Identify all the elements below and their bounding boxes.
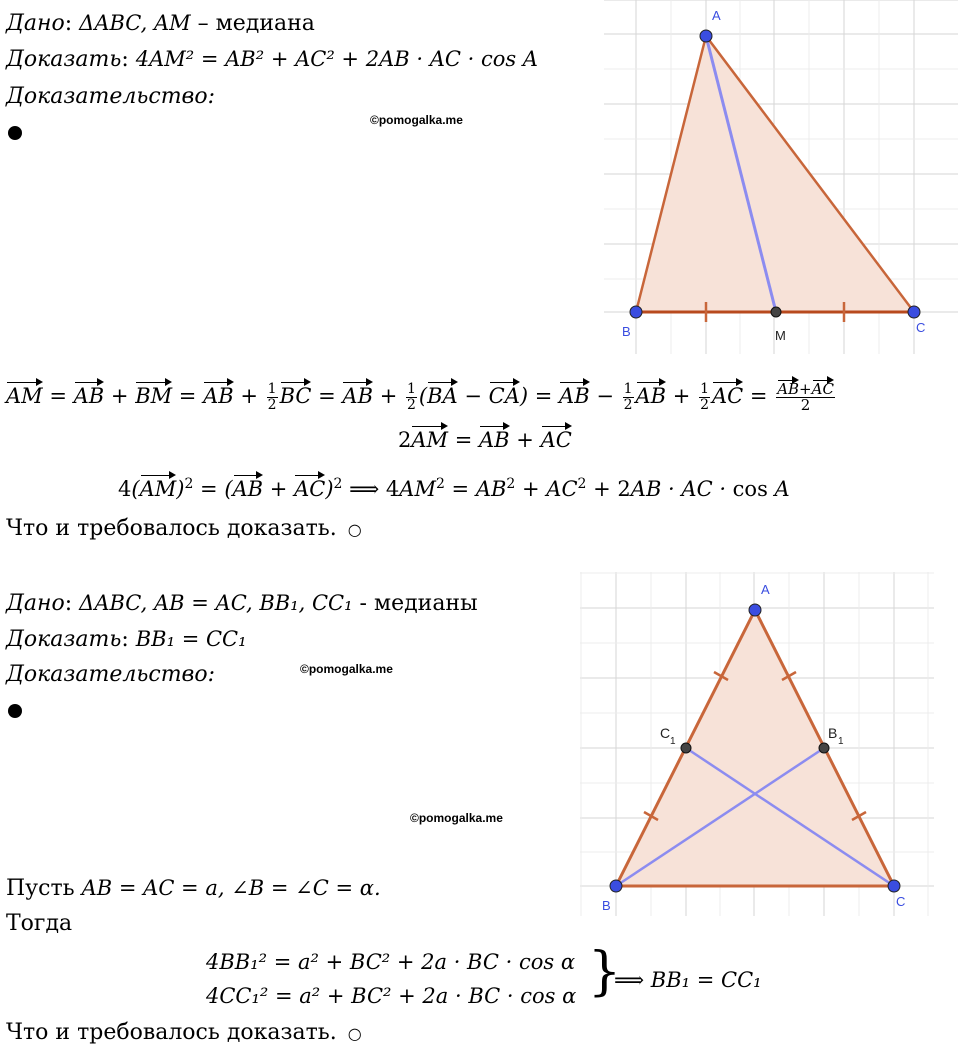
p1-given-text: – медиана [197, 11, 315, 36]
p2-figure [580, 572, 934, 916]
p1-label-a: A [712, 8, 721, 23]
p1-figure [604, 0, 958, 354]
p2-label-c: C [896, 894, 906, 909]
p2-system-eq-1: 4BB₁² = a² + BC² + 2a · BC · cos α [206, 950, 576, 974]
p2-conclusion-text: Что и требовалось доказать. [6, 1020, 337, 1045]
p1-conclusion-text: Что и требовалось доказать. [6, 516, 337, 541]
p2-end-mark: ○ [347, 1024, 362, 1043]
p2-watermark-2: ©pomogalka.me [410, 811, 503, 825]
p2-vertex-c [888, 880, 900, 892]
p1-prove-label: Доказать [6, 47, 122, 72]
p2-proof-label: Доказательство [6, 662, 208, 687]
p1-equation-3: 4(AM)$^2$ = (AB + AC)$^2$ ⟹ $4AM^2 = AB^2 + AC^2 + 2AB$ · AC · cos A [118, 476, 790, 501]
p2-then-line [6, 911, 72, 937]
p2-watermark-1: ©pomogalka.me [300, 662, 393, 676]
p2-let-line [6, 875, 381, 902]
p2-given-line: Дано: ΔABC, AB = AC, BB₁, CC₁ - медианы [6, 591, 478, 616]
p1-vertex-a [700, 30, 712, 42]
p2-system-brace: } [588, 942, 622, 1002]
p2-given-math: ΔABC, AB = AC, BB₁, CC₁ [79, 591, 353, 615]
p1-conclusion [6, 516, 362, 543]
p1-bullet [8, 126, 22, 140]
p2-label-b: B [602, 898, 611, 913]
p1-label-c: C [916, 320, 926, 335]
p2-label-b1: B [828, 725, 838, 741]
p2-given-label: Дано [6, 591, 65, 616]
p1-label-b: B [622, 324, 631, 339]
p2-vertex-a [749, 604, 761, 616]
p2-let-text: Пусть [6, 876, 75, 901]
p2-then-text: Тогда [6, 911, 73, 936]
p2-system-eq-2: 4CC₁² = a² + BC² + 2a · BC · cos α [206, 984, 577, 1008]
p1-equation-1: AM = AB + BM = AB + $\frac{1}{2}$ BC = AB + $\frac{1}{2}$ (BA − CA) = AB − $\frac{1}{2}$ AB + $\frac{1}{2}$ AC = $\frac{AB+AC}{2}$ [6, 380, 834, 414]
p2-let-math: AB = AC = a, ∠B = ∠C = α. [81, 876, 381, 900]
p1-end-mark: ○ [347, 520, 362, 539]
p2-prove-math: BB₁ = CC₁ [135, 627, 247, 651]
p2-system-result: ⟹ BB₁ = CC₁ [614, 968, 762, 992]
p2-prove-line: Доказать: BB₁ = CC₁ [6, 627, 247, 652]
p1-prove-line: Доказать: 4AM² = AB² + AC² + 2AB · AC · cos A [6, 47, 538, 72]
p2-label-a: A [761, 582, 770, 597]
p2-conclusion [6, 1020, 362, 1047]
p2-point-b1 [819, 743, 829, 753]
p1-equation-2: 2AM = AB + AC [398, 428, 572, 452]
p2-bullet [8, 704, 22, 718]
p1-point-m [771, 307, 781, 317]
p2-point-c1 [681, 743, 691, 753]
p1-vertex-b [630, 306, 642, 318]
p2-vertex-b [610, 880, 622, 892]
p1-prove-math: 4AM² = AB² + AC² + 2AB · AC · cos A [135, 47, 538, 71]
p2-prove-label: Доказать [6, 627, 122, 652]
p1-watermark: ©pomogalka.me [370, 113, 463, 127]
p1-given-label: Дано [6, 11, 65, 36]
p2-given-text: - медианы [359, 591, 478, 616]
p2-label-c1-sub: 1 [670, 736, 676, 747]
p1-given-line: Дано: ΔABC, AM – медиана [6, 11, 315, 36]
p1-proof-label: Доказательство [6, 84, 208, 109]
p1-given-math: ΔABC, AM [79, 11, 191, 35]
p1-label-m: M [775, 328, 786, 343]
p2-label-c1: C [660, 725, 671, 741]
p2-proof-line: Доказательство: [6, 662, 216, 687]
p1-proof-line: Доказательство: [6, 84, 216, 109]
p2-label-b1-sub: 1 [838, 736, 844, 747]
p1-vertex-c [908, 306, 920, 318]
